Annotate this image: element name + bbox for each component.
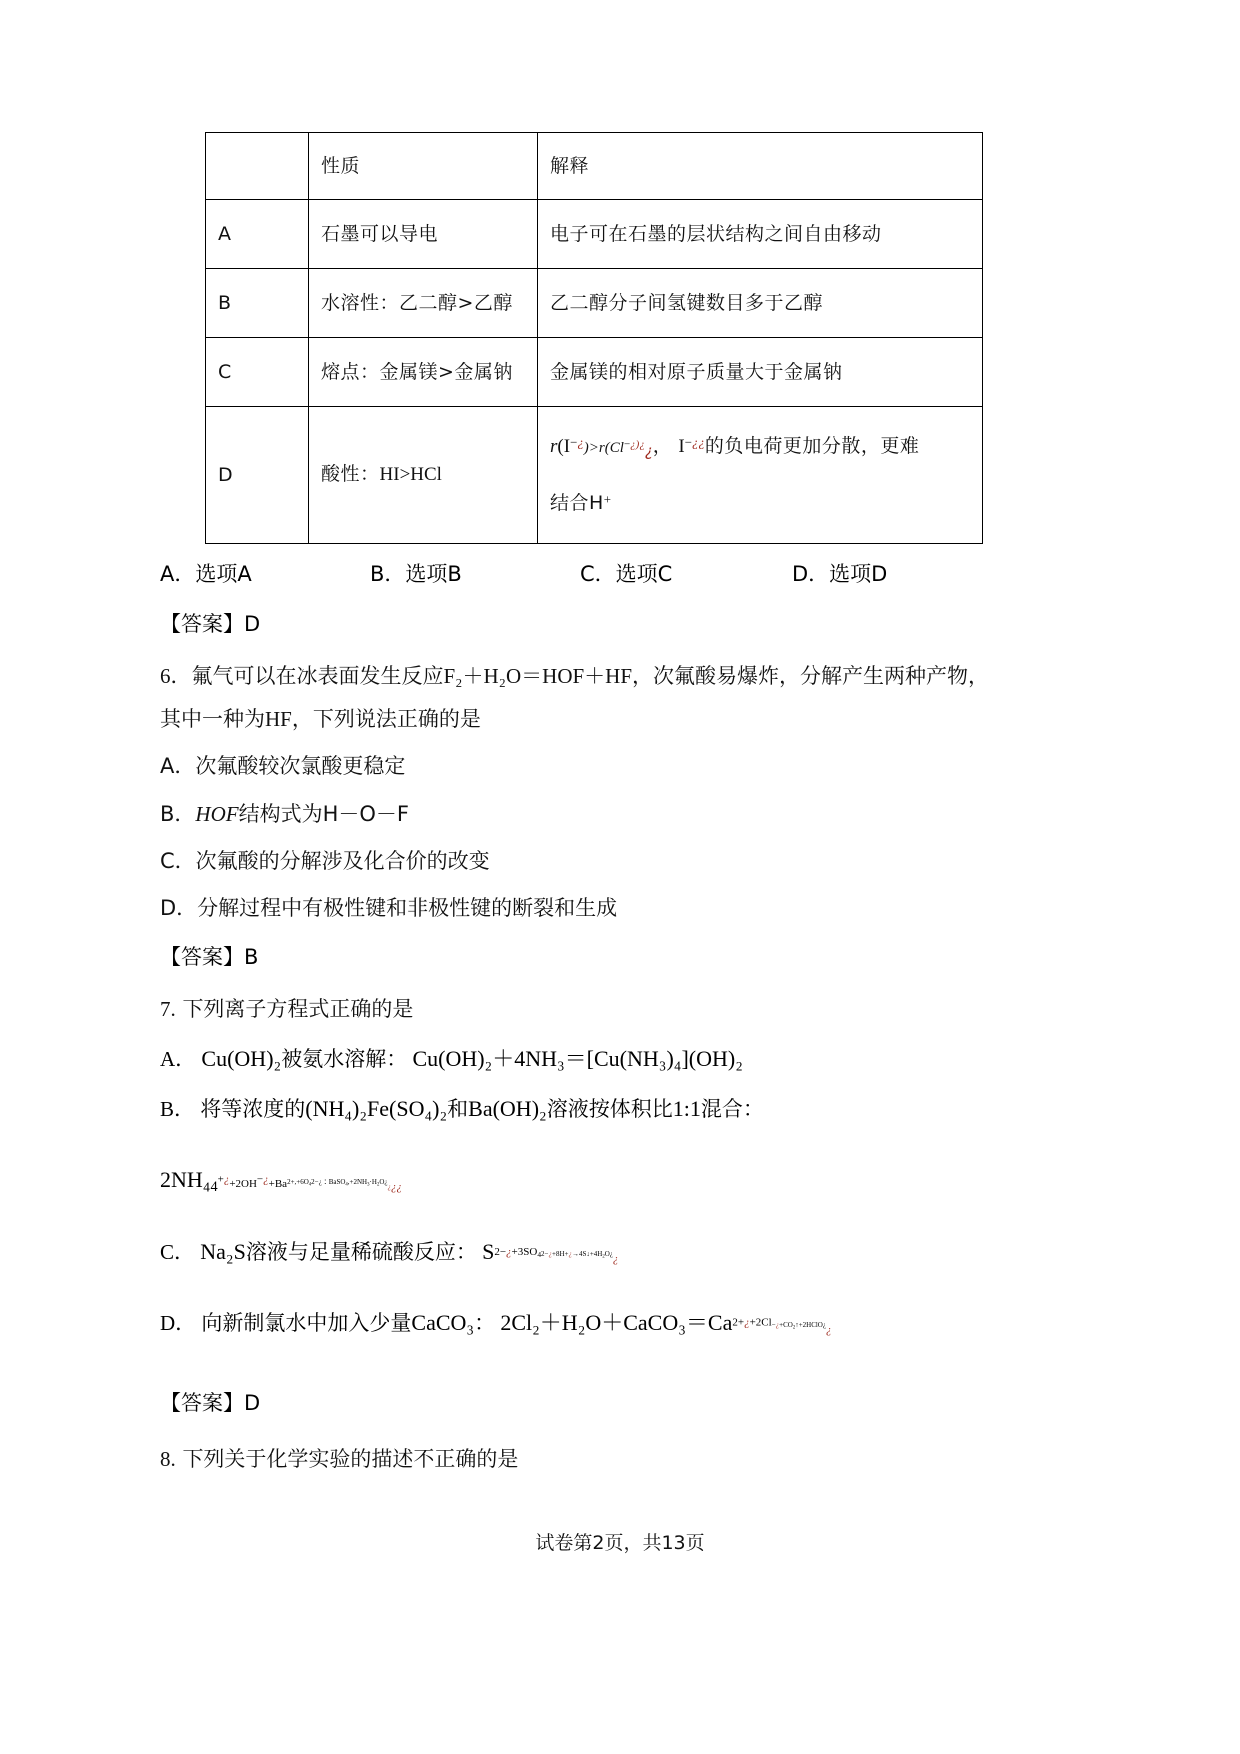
row-explanation-d-line1 (550, 432, 970, 463)
table-header-row (206, 133, 983, 200)
iodide-charge: −¿ (570, 434, 584, 450)
table-header-blank (206, 133, 309, 200)
choice-a-text: 选项A (195, 562, 252, 586)
sulfide-charge: 2−¿+3SO4 (494, 1245, 542, 1259)
question7-option-b-text-b: 和 (447, 1096, 469, 1121)
row-property-d (309, 407, 538, 544)
barium-sup2: 2−¿∶BaSO4,+2NH3⋅H2O¿ (311, 1177, 388, 1188)
chloride-charge: −¿)¿ (623, 438, 645, 451)
comma-sep: ， (652, 435, 673, 458)
question6-option-d-text: 分解过程中有极性键和非极性键的断裂和生成 (197, 895, 618, 920)
row-property-c: 熔点：金属镁>金属钠 (309, 338, 538, 407)
garbled-marker-d: ¿ (825, 1324, 832, 1337)
hydroxide-charge: −¿ (256, 1173, 269, 1186)
paren-open: ( (557, 436, 564, 458)
table-row (206, 338, 983, 407)
question7-option-c-text: 溶液与足量稀硫酸反应： (245, 1240, 477, 1265)
question5-choices (160, 558, 1080, 588)
question7-option-b-formula-a: (NH₄)₂Fe(SO₄)₂ (305, 1095, 448, 1121)
choice-d[interactable] (792, 558, 887, 588)
iodide-charge-2: −¿¿ (684, 434, 705, 450)
chloride-symbol: Cl (609, 440, 624, 457)
garbled-marker-1: ¿ (644, 442, 653, 461)
table-header-property: 性质 (309, 133, 538, 200)
gt-r-open: )>r( (583, 440, 610, 457)
table-row (206, 269, 983, 338)
question6-option-c[interactable] (160, 849, 1080, 874)
ammonium-subscript: 4 (210, 1178, 218, 1195)
question7-option-a-text: 被氨水溶解： (281, 1047, 408, 1072)
question7-option-a-formula-lead: Cu(OH)₂ (201, 1046, 282, 1072)
question7-option-c-label: C． (160, 1240, 196, 1265)
question7-option-b-ratio: 1:1 (672, 1095, 701, 1121)
choice-b-text: 选项B (405, 562, 462, 586)
choice-b-label: B． (370, 562, 406, 586)
question6-stem-part2: ，次氟酸易爆炸，分解产生两种产物， (632, 664, 990, 688)
garbled-marker-b1: ¿ (387, 1182, 391, 1191)
row-property-b: 水溶性：乙二醇>乙醇 (309, 269, 538, 338)
equation-b-mid: +2OH (229, 1177, 257, 1190)
row-explanation-a: 电子可在石墨的层状结构之间自由移动 (538, 200, 983, 269)
row-explanation-d-line2 (550, 489, 970, 518)
combine-h-text: 结合H (550, 492, 604, 515)
ammonium-charge: +¿ (217, 1173, 230, 1186)
question6-stem-line2c: ，下列说法正确的是 (291, 707, 481, 732)
question6-option-a-text: 次氟酸较次氯酸更稳定 (195, 754, 406, 779)
row-explanation-d (538, 407, 983, 544)
question7-number: 7. (160, 997, 176, 1022)
iodide-symbol: I (563, 436, 571, 458)
sulfate-charge: 2−¿+8H (541, 1250, 565, 1259)
choice-b[interactable] (370, 558, 580, 588)
question6-stem-line2 (160, 707, 1080, 732)
question7-option-c-formula-lead: Na₂S (200, 1239, 246, 1265)
question7-option-b-text-a: 将等浓度的 (200, 1096, 306, 1121)
question7-answer: 【答案】D (160, 1390, 261, 1415)
question8-number: 8. (160, 1446, 176, 1471)
question7-option-a-equation: Cu(OH)₂＋4NH₃＝[Cu(NH₃)₄](OH)₂ (412, 1046, 743, 1072)
question6-option-b-text: 结构式为H－O－F (238, 801, 409, 826)
question7-option-b-formula-b: Ba(OH)₂ (468, 1095, 547, 1121)
question7-option-c[interactable] (160, 1239, 1080, 1266)
question6-answer: 【答案】B (160, 945, 259, 970)
radius-symbol: r (550, 436, 558, 458)
ammonium-coefficient: 2NH₄ (160, 1166, 211, 1192)
row-explanation-d-tail: 的负电荷更加分散，更难 (704, 435, 920, 458)
row-letter-a: A (206, 200, 309, 269)
calcium-charge: 2+¿+2Cl (732, 1316, 772, 1329)
question6-number: 6． (160, 664, 192, 688)
question7-option-a-label: A． (160, 1047, 197, 1072)
question5-answer: 【答案】D (160, 612, 261, 636)
table-row (206, 200, 983, 269)
question8-stem (160, 1447, 1080, 1472)
choice-c-text: 选项C (615, 562, 673, 586)
row-explanation-c: 金属镁的相对原子质量大于金属钠 (538, 338, 983, 407)
question6-option-d-label: D． (160, 895, 198, 920)
chlorine-water-equation: 2Cl₂＋H₂O＋CaCO₃＝Ca (500, 1310, 733, 1336)
question7-stem (160, 997, 1080, 1022)
question8-stem-text: 下列关于化学实验的描述不正确的是 (182, 1446, 519, 1471)
choice-d-label: D． (792, 562, 830, 586)
question7-option-b-text-d: 混合： (700, 1096, 764, 1121)
question7-option-d[interactable] (160, 1310, 1080, 1337)
proton-charge: +¿→4S↓+4H2O¿ (564, 1250, 613, 1260)
choice-d-text: 选项D (829, 562, 888, 586)
garbled-marker-c: ¿ (612, 1253, 619, 1266)
question6-option-c-text: 次氟酸的分解涉及化合价的改变 (195, 848, 490, 873)
choice-a-label: A． (160, 562, 196, 586)
iodide-symbol-2: I (678, 436, 685, 458)
question7-option-d-colon: ： (474, 1311, 496, 1336)
chloride-charge-d: −¿+CO2↑+2HClO¿ (771, 1321, 826, 1331)
equation-b-barium: +Ba (268, 1177, 288, 1190)
question6-option-b-label: B． (160, 801, 196, 826)
question6-stem-line2b: HF (265, 707, 292, 732)
row-letter-c: C (206, 338, 309, 407)
question7-option-d-formula-lead: CaCO₃ (411, 1310, 475, 1336)
question6-option-d[interactable] (160, 896, 1080, 921)
row-letter-b: B (206, 269, 309, 338)
question7-option-d-label: D． (160, 1311, 197, 1336)
h-plus-charge: + (603, 491, 612, 507)
choice-c[interactable] (580, 558, 792, 588)
table-row (206, 407, 983, 544)
question7-option-b-text-c: 溶液按体积比 (546, 1096, 673, 1121)
question6-option-c-label: C． (160, 848, 196, 873)
properties-explanation-table (205, 132, 983, 544)
row-letter-d: D (206, 407, 309, 544)
row-property-d-formula: HI>HCl (379, 464, 442, 486)
row-property-d-prefix: 酸性： (321, 463, 380, 486)
question6-stem-line1 (160, 664, 1080, 689)
question7-option-d-text: 向新制氯水中加入少量 (201, 1311, 412, 1336)
table-header-explanation: 解释 (538, 133, 983, 200)
question6-stem-line2a: 其中一种为 (160, 707, 265, 732)
choice-c-label: C． (580, 562, 616, 586)
question7-option-a[interactable] (160, 1046, 1080, 1071)
page-content (160, 132, 1080, 1472)
question6-stem-formula: F₂＋H₂O＝HOF＋HF (443, 664, 633, 688)
row-property-a: 石墨可以导电 (309, 200, 538, 269)
row-explanation-b: 乙二醇分子间氢键数目多于乙醇 (538, 269, 983, 338)
page-footer: 试卷第2页，共13页 (535, 1532, 705, 1554)
garbled-marker-b2: ¿¿ (390, 1180, 402, 1193)
choice-a[interactable] (160, 558, 370, 588)
question7-option-b-label: B． (160, 1096, 196, 1121)
question7-option-b[interactable] (160, 1096, 1080, 1121)
question6-stem-part1: 氟气可以在冰表面发生反应 (191, 664, 444, 688)
question7-stem-text: 下列离子方程式正确的是 (182, 997, 414, 1022)
barium-sup: 2+,+6O4 (287, 1177, 312, 1188)
question6-option-a-label: A． (160, 754, 196, 779)
question6-option-b[interactable] (160, 802, 1080, 827)
question7-option-b-equation (160, 1167, 1080, 1195)
question6-option-a[interactable] (160, 754, 1080, 779)
sulfide-symbol: S (482, 1239, 495, 1265)
question6-option-b-formula: HOF (195, 801, 239, 826)
